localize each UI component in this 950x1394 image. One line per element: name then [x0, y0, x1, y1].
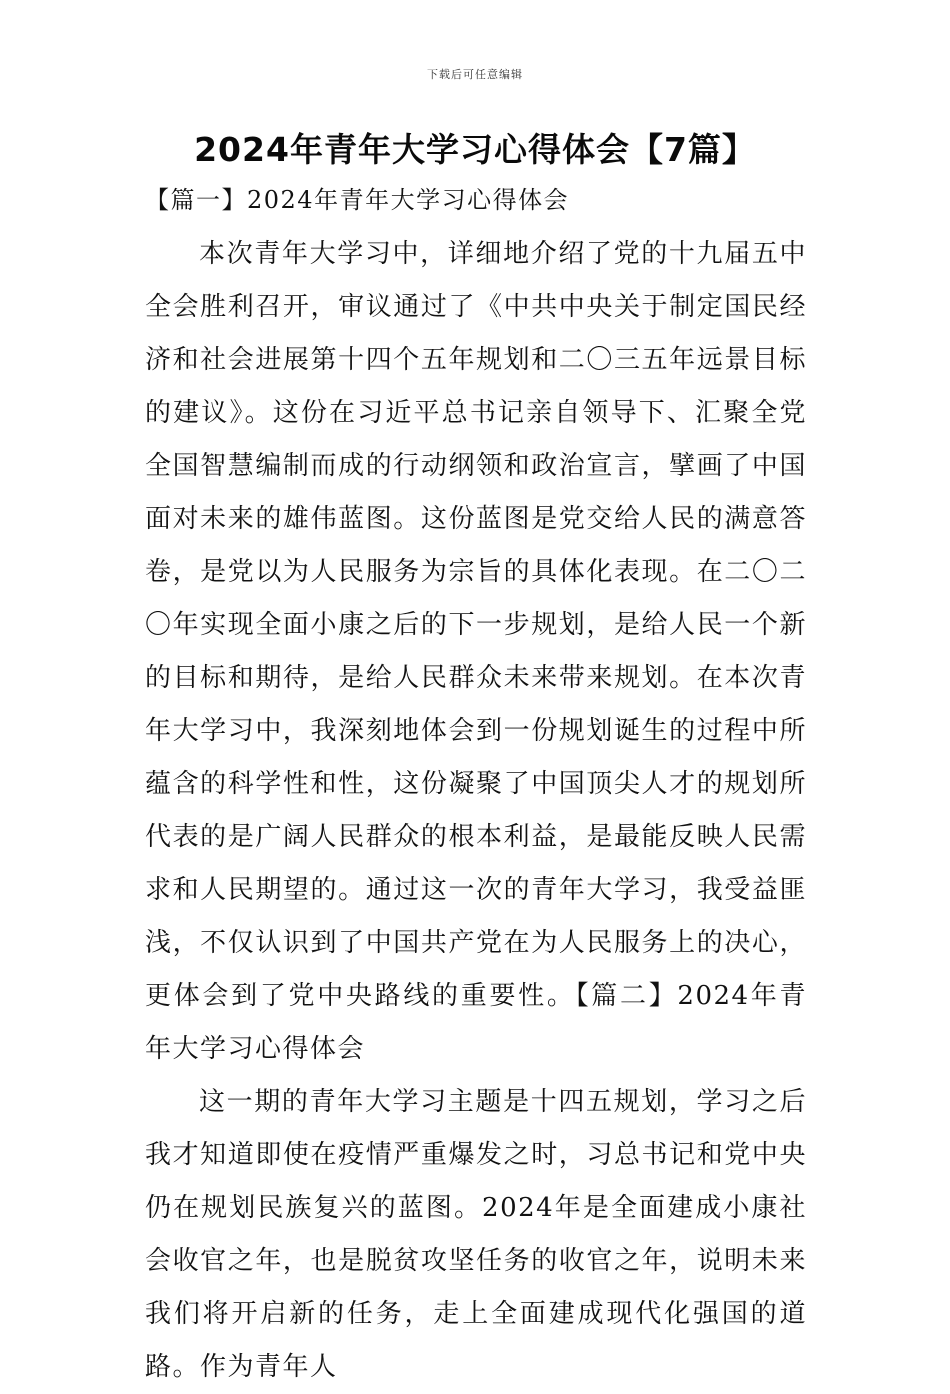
section-paragraph-2: 这一期的青年大学习主题是十四五规划，学习之后我才知道即使在疫情严重爆发之时，习总书记和党中央仍在规划民族复兴的蓝图。2024年是全面建成小康社会收官之年，也是脱贫攻坚任务的收官之年，说明未来我们将开启新的任务，走上全面建成现代化强国的道路。作为青年人: [145, 1087, 807, 1382]
document-title: 2024年青年大学习心得体会【7篇】: [194, 130, 756, 169]
section-paragraph-1: [145, 228, 807, 1076]
section-paragraph-1-text: 本次青年大学习中，详细地介绍了党的十九届五中全会胜利召开，审议通过了《中共中央关于制定国民经济和社会进展第十四个五年规划和二〇三五年远景目标的建议》。这份在习近平总书记亲自领导下、汇聚全党全国智慧编制而成的行动纲领和政治宣言，擘画了中国面对未来的雄伟蓝图。这份蓝图是党交给人民的满意答卷，是党以为人民服务为宗旨的具体化表现。在二〇二〇年实现全面小康之后的下一步规划，是给人民一个新的目标和期待，是给人民群众未来带来规划。在本次青年大学习中，我深刻地体会到一份规划诞生的过程中所蕴含的科学性和性，这份凝聚了中国顶尖人才的规划所代表的是广阔人民群众的根本利益，是最能反映人民需求和人民期望的。通过这一次的青年大学习，我受益匪浅，不仅认识到了中国共产党在为人民服务上的决心，更体会到了党中央路线的重要性。: [145, 239, 807, 1011]
section-heading-2: 【篇二】2024年青年大学习心得体会: [145, 981, 807, 1064]
document-body: [145, 180, 807, 1394]
header-note: 下载后可任意编辑: [427, 68, 523, 81]
section-heading-1: 【篇一】2024年青年大学习心得体会: [145, 186, 570, 214]
